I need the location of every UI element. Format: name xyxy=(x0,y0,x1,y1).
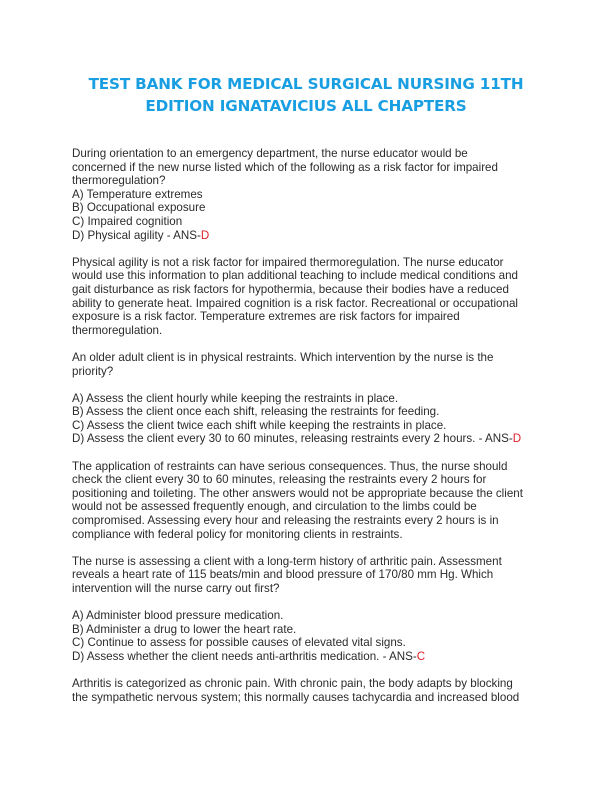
option-c: C) Assess the client twice each shift while keeping the restraints in place. xyxy=(72,418,447,432)
option-a: A) Administer blood pressure medication. xyxy=(72,609,284,623)
spacer xyxy=(72,596,552,610)
question-3 xyxy=(72,555,552,664)
answer-key: D xyxy=(512,432,522,446)
question-stem-line: intervention will the nurse carry out first? xyxy=(72,582,280,595)
question-stem-line: priority? xyxy=(72,364,114,378)
question-2 xyxy=(72,351,552,446)
rationale-line: would not be assessed frequently enough, and circulation to the limbs could be xyxy=(72,500,477,514)
answer-key: C xyxy=(416,649,426,663)
question-stem-line: The nurse is assessing a client with a long-term history of arthritic pain. Assessment xyxy=(72,554,502,568)
option-d-text: D) Physical agility - ANS- xyxy=(72,228,201,242)
rationale-line: Physical agility is not a risk factor for impaired thermoregulation. The nurse educator xyxy=(72,255,504,269)
question-1 xyxy=(72,147,552,242)
rationale-line: compromised. Assessing every hour and releasing the restraints every 2 hours is in xyxy=(72,514,499,528)
option-a: A) Temperature extremes xyxy=(72,187,203,201)
rationale-1 xyxy=(72,256,552,338)
rationale-line: the sympathetic nervous system; this normally causes tachycardia and increased blood xyxy=(72,690,520,704)
option-a: A) Assess the client hourly while keeping the restraints in place. xyxy=(72,391,399,405)
rationale-line: ability to generate heat. Impaired cognition is a risk factor. Recreational or occupational xyxy=(72,296,518,310)
option-d-text: D) Assess whether the client needs anti-arthritis medication. - ANS- xyxy=(72,649,417,663)
option-c: C) Impaired cognition xyxy=(72,214,183,228)
question-stem-line: During orientation to an emergency department, the nurse educator would be xyxy=(72,147,468,160)
question-stem-line: concerned if the new nurse listed which of the following as a risk factor for impaired xyxy=(72,160,498,174)
option-b: B) Occupational exposure xyxy=(72,201,206,215)
rationale-line: check the client every 30 to 60 minutes, releasing the restraints every 2 hours for xyxy=(72,473,487,487)
rationale-line: The application of restraints can have serious consequences. Thus, the nurse should xyxy=(72,459,508,473)
option-c: C) Continue to assess for possible causes of elevated vital signs. xyxy=(72,636,406,650)
answer-key: D xyxy=(200,228,210,242)
rationale-line: Arthritis is categorized as chronic pain. With chronic pain, the body adapts by blocking xyxy=(72,677,513,691)
question-stem-line: An older adult client is in physical restraints. Which intervention by the nurse is the xyxy=(72,350,494,364)
document-body xyxy=(72,147,552,718)
rationale-line: thermoregulation. xyxy=(72,323,163,337)
title-line-1: TEST BANK FOR MEDICAL SURGICAL NURSING 11TH xyxy=(88,75,524,93)
title-line-2: EDITION IGNATAVICIUS ALL CHAPTERS xyxy=(145,97,467,115)
option-b: B) Assess the client once each shift, releasing the restraints for feeding. xyxy=(72,405,440,419)
document-title xyxy=(60,73,552,117)
rationale-line: exposure is a risk factor. Temperature extremes are risk factors for impaired xyxy=(72,310,460,324)
option-d xyxy=(72,432,552,446)
question-stem-line: reveals a heart rate of 115 beats/min and blood pressure of 170/80 mm Hg. Which xyxy=(72,568,494,582)
rationale-2 xyxy=(72,460,552,542)
option-d xyxy=(72,650,552,664)
option-b: B) Administer a drug to lower the heart rate. xyxy=(72,622,297,636)
question-stem-line: thermoregulation? xyxy=(72,174,166,188)
rationale-line: positioning and toileting. The other answers would not be appropriate because the client xyxy=(72,486,523,500)
option-d-text: D) Assess the client every 30 to 60 minutes, releasing restraints every 2 hours. - ANS- xyxy=(72,432,513,446)
spacer xyxy=(72,378,552,392)
rationale-3 xyxy=(72,677,552,704)
rationale-line: gait disturbance as risk factors for hypothermia, because their bodies have a reduced xyxy=(72,282,509,296)
rationale-line: compliance with federal policy for monitoring clients in restraints. xyxy=(72,527,403,541)
rationale-line: would use this information to plan additional teaching to include medical conditions and xyxy=(72,269,518,283)
option-d xyxy=(72,229,552,243)
